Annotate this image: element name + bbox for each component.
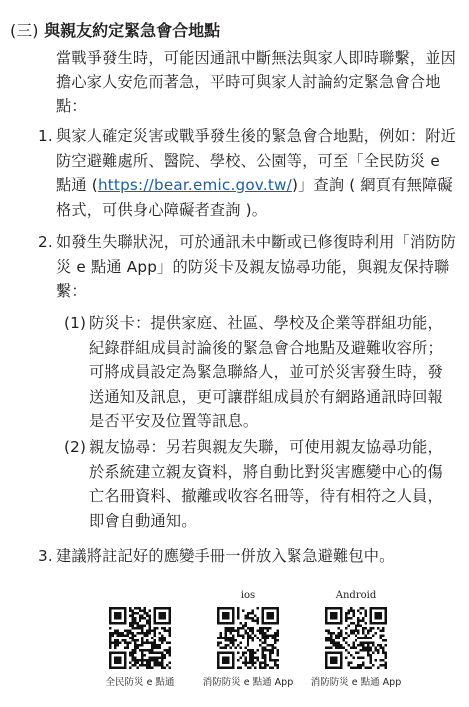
- sub-item-text: 防災卡：提供家庭、社區、學校及企業等群組功能，紀錄群組成員討論後的緊急會合地點及避難收容所；可將成員設定為緊急聯絡人，並可於災害發生時，發送通知及訊息，更可讓群組成員於有網路通訊時回報是否平安及位置等訊息。: [89, 314, 443, 430]
- qr-block-ios-app: [198, 590, 298, 689]
- intro-paragraph: 當戰爭發生時，可能因通訊中斷無法與家人即時聯繫，並因擔心家人安危而著急，平時可與家人討論約定緊急會合地點：: [56, 49, 457, 115]
- qr-platform-label: Android: [335, 590, 377, 601]
- qr-code-icon[interactable]: [325, 607, 387, 669]
- qr-block-bear-emic: [90, 590, 190, 689]
- qr-caption: 全民防災 e 點通: [105, 677, 175, 688]
- list-item-text: [56, 124, 458, 222]
- sub-item-text: 親友協尋：另若與親友失聯，可使用親友協尋功能，於系統建立親友資料，將自動比對災害應變中心的傷亡名冊資料、撤離或收容名冊等，待有相符之人員，即會自動通知。: [89, 438, 443, 530]
- qr-code-icon[interactable]: [109, 607, 171, 669]
- qr-block-android-app: [306, 590, 406, 689]
- qr-platform-label: ios: [240, 590, 256, 601]
- list-item-number: 3.: [38, 547, 53, 565]
- sub-item-family-search: [64, 435, 458, 533]
- bear-emic-link[interactable]: https://bear.emic.gov.tw/: [97, 176, 292, 194]
- list-item-text: 如發生失聯狀況，可於通訊未中斷或已修復時利用「消防防災 e 點通 App」的防災卡及親友協尋功能，與親友保持聯繫：: [56, 233, 457, 300]
- list-item-text-before-link: 與家人確定災害或戰爭發生後的緊急會合地點，例如：附近防空避難處所、醫院、學校、公園等，可至「全民防災 e 點通 (: [56, 127, 457, 194]
- list-item-number: 1.: [38, 127, 53, 145]
- section-title: 與親友約定緊急會合地點: [44, 21, 221, 40]
- section-number: (三): [10, 21, 39, 40]
- list-item-number: 2.: [38, 233, 53, 251]
- sub-item-disaster-card: [64, 311, 458, 434]
- sub-item-number: (2): [64, 438, 87, 456]
- qr-caption: 消防防災 e 點通 App: [202, 677, 294, 688]
- list-item-text: 建議將註記好的應變手冊一併放入緊急避難包中。: [56, 547, 395, 565]
- list-item-2: [38, 230, 458, 304]
- sub-item-number: (1): [64, 314, 87, 332]
- list-item-3: [38, 544, 458, 569]
- qr-platform-label: [90, 590, 190, 602]
- list-item-1: [38, 124, 458, 222]
- qr-caption: 消防防災 e 點通 App: [310, 677, 402, 688]
- section-heading: [10, 20, 220, 42]
- list-item-text-after-link: )」查詢 ( 網頁有無障礙格式，可供身心障礙者查詢 )。: [56, 176, 453, 219]
- qr-code-icon[interactable]: [217, 607, 279, 669]
